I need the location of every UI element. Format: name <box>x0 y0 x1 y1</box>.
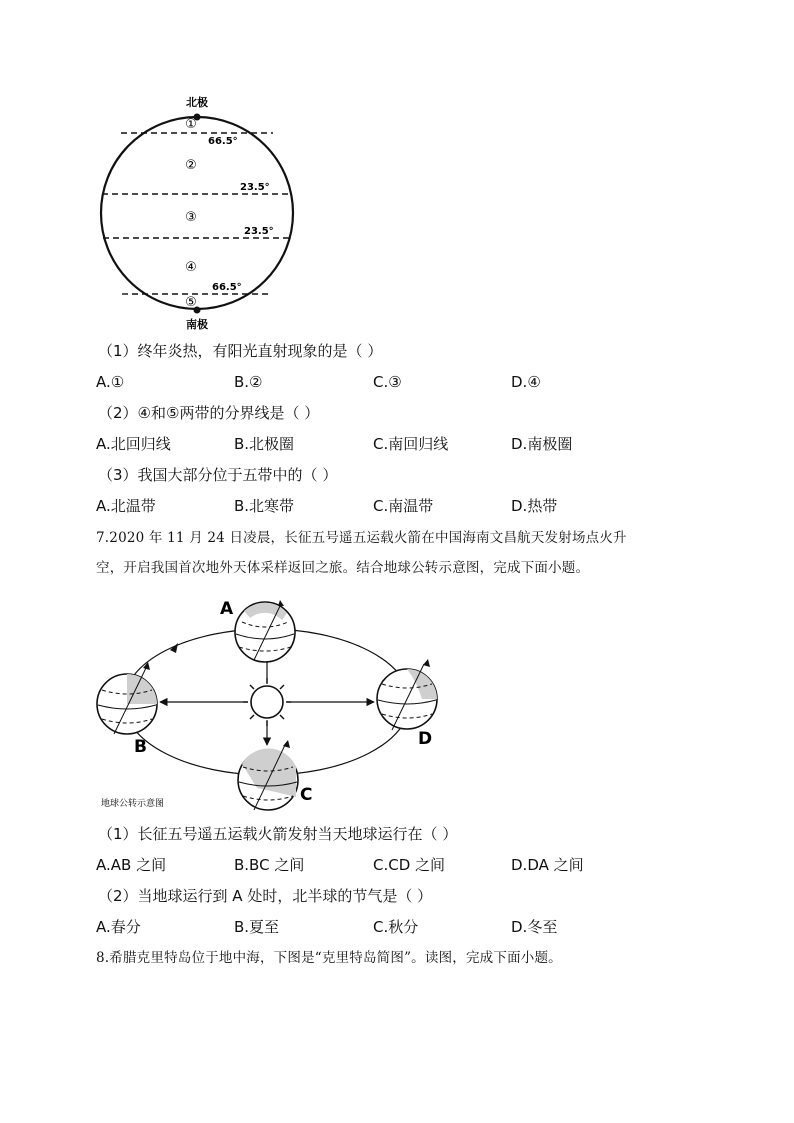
earth-position-b <box>97 662 157 734</box>
zone-label-4: ④ <box>185 260 197 275</box>
five-zones-diagram <box>90 92 320 332</box>
q6-sub2-stem: （2）④和⑤两带的分界线是（ ） <box>98 404 320 422</box>
earth-position-d <box>377 659 437 730</box>
position-label-a: A <box>220 599 234 619</box>
lat-label-arctic: 66.5° <box>208 136 238 147</box>
q6-sub2-option-d: D.南极圈 <box>511 435 573 453</box>
q6-sub2-option-b: B.北极圈 <box>234 435 295 453</box>
q6-sub2-option-a: A.北回归线 <box>96 435 171 453</box>
south-pole-label: 南极 <box>186 318 208 331</box>
lat-label-capricorn: 23.5° <box>244 226 274 237</box>
q6-sub3-option-a: A.北温带 <box>96 497 156 515</box>
earth-orbit-diagram <box>92 592 452 817</box>
q7-sub1-option-d: D.DA 之间 <box>511 856 584 874</box>
q7-sub2-option-b: B.夏至 <box>234 918 280 936</box>
sun-icon <box>243 678 291 726</box>
north-pole-label: 北极 <box>186 96 208 109</box>
q6-sub1-option-b: B.② <box>234 373 263 391</box>
q7-stem-line1: 7.2020 年 11 月 24 日凌晨，长征五号遥五运载火箭在中国海南文昌航天发射场点火升 <box>96 530 627 546</box>
position-label-d: D <box>418 729 433 749</box>
q8-stem: 8.希腊克里特岛位于地中海，下图是“克里特岛简图”。读图，完成下面小题。 <box>96 950 562 966</box>
q6-sub3-option-c: C.南温带 <box>373 497 434 515</box>
lat-label-cancer: 23.5° <box>240 182 270 193</box>
zone-label-1: ① <box>185 117 197 132</box>
position-label-b: B <box>134 737 147 757</box>
q6-sub1-option-a: A.① <box>96 373 125 391</box>
earth-position-a <box>235 600 295 662</box>
q6-sub2-option-c: C.南回归线 <box>373 435 449 453</box>
q7-sub1-option-c: C.CD 之间 <box>373 856 446 874</box>
q7-sub1-option-a: A.AB 之间 <box>96 856 167 874</box>
lat-label-antarctic: 66.5° <box>212 282 242 293</box>
q7-sub2-stem: （2）当地球运行到 A 处时，北半球的节气是（ ） <box>98 887 433 905</box>
q6-sub3-option-d: D.热带 <box>511 497 558 515</box>
q6-sub1-option-c: C.③ <box>373 373 402 391</box>
zone-label-2: ② <box>185 158 197 173</box>
q7-stem-line2: 空，开启我国首次地外天体采样返回之旅。结合地球公转示意图，完成下面小题。 <box>96 560 590 576</box>
q6-sub1-option-d: D.④ <box>511 373 541 391</box>
q7-sub2-option-d: D.冬至 <box>511 918 558 936</box>
orbit-diagram-caption: 地球公转示意图 <box>101 799 165 809</box>
zone-label-3: ③ <box>185 210 197 225</box>
q6-sub3-stem: （3）我国大部分位于五带中的（ ） <box>98 466 338 484</box>
q7-sub2-option-c: C.秋分 <box>373 918 419 936</box>
q7-sub1-stem: （1）长征五号遥五运载火箭发射当天地球运行在（ ） <box>98 825 458 843</box>
earth-position-c <box>238 740 298 810</box>
q6-sub3-option-b: B.北寒带 <box>234 497 295 515</box>
q7-sub1-option-b: B.BC 之间 <box>234 856 305 874</box>
zone-label-5: ⑤ <box>185 295 197 310</box>
q7-sub2-option-a: A.春分 <box>96 918 141 936</box>
position-label-c: C <box>300 785 313 805</box>
q6-sub1-stem: （1）终年炎热，有阳光直射现象的是（ ） <box>98 342 383 360</box>
